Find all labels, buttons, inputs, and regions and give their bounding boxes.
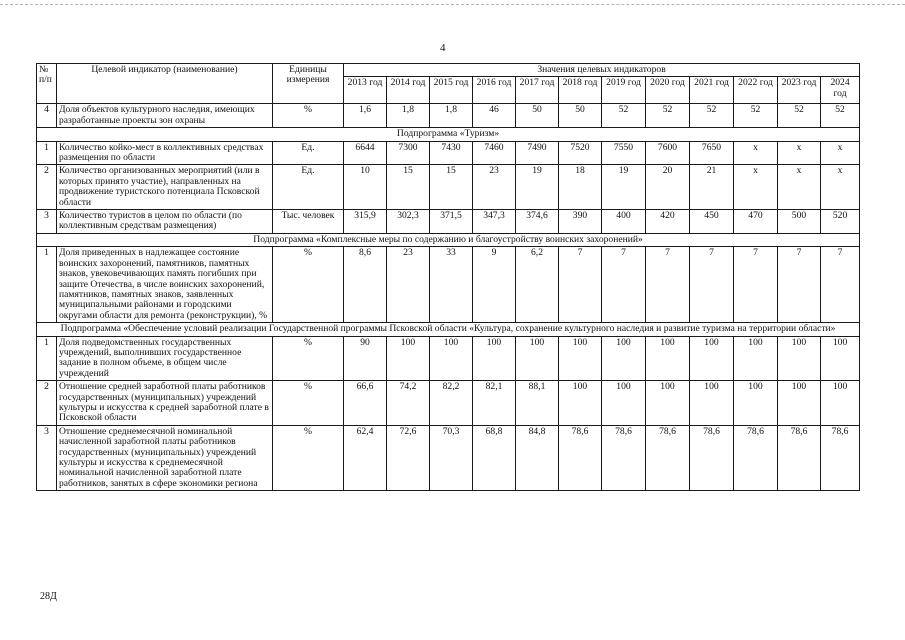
value-cell: 7	[821, 247, 860, 323]
indicators-table	[36, 63, 860, 491]
value-cell: 78,6	[821, 425, 860, 490]
header-year: 2021 год	[690, 77, 734, 104]
table-row	[37, 165, 860, 210]
value-cell: 82,1	[473, 381, 516, 426]
value-cell: 7600	[646, 141, 690, 165]
row-number: 3	[37, 425, 57, 490]
indicator-name: Количество организованных мероприятий (или в которых принято участие), направленных на продвижение туристского потенциала Псковской области	[57, 165, 273, 210]
unit-cell: %	[273, 104, 344, 128]
value-cell: 62,4	[344, 425, 387, 490]
value-cell: 52	[778, 104, 821, 128]
value-cell: 46	[473, 104, 516, 128]
value-cell: 7550	[602, 141, 646, 165]
value-cell: 88,1	[516, 381, 559, 426]
table-row	[37, 104, 860, 128]
value-cell: 1,6	[344, 104, 387, 128]
table-header	[37, 64, 860, 104]
value-cell: х	[821, 141, 860, 165]
unit-cell: Тыс. человек	[273, 210, 344, 234]
indicator-name: Отношение средней заработной платы работников государственных (муниципальных) учреждений культуры и искусства к средней заработной плате в Псковской области	[57, 381, 273, 426]
value-cell: 7	[734, 247, 778, 323]
header-year: 2014 год	[387, 77, 430, 104]
value-cell: 100	[778, 381, 821, 426]
table-row	[37, 381, 860, 426]
value-cell: 520	[821, 210, 860, 234]
value-cell: 100	[690, 381, 734, 426]
indicator-name: Доля объектов культурного наследия, имеющих разработанные проекты зон охраны	[57, 104, 273, 128]
scan-edge-line	[0, 4, 905, 5]
header-year: 2023 год	[778, 77, 821, 104]
value-cell: 7	[602, 247, 646, 323]
header-year: 2018 год	[559, 77, 602, 104]
value-cell: 82,2	[430, 381, 473, 426]
value-cell: 400	[602, 210, 646, 234]
value-cell: 315,9	[344, 210, 387, 234]
value-cell: 7300	[387, 141, 430, 165]
table-body	[37, 104, 860, 491]
value-cell: 100	[821, 336, 860, 381]
value-cell: 374,6	[516, 210, 559, 234]
value-cell: 78,6	[690, 425, 734, 490]
row-number: 1	[37, 247, 57, 323]
value-cell: х	[778, 165, 821, 210]
value-cell: 21	[690, 165, 734, 210]
row-number: 4	[37, 104, 57, 128]
value-cell: 18	[559, 165, 602, 210]
header-indicator: Целевой индикатор (наименование)	[57, 64, 273, 104]
indicator-name: Доля подведомственных государственных учреждений, выполнивших государственное задание в полном объеме, в общем числе учреждений	[57, 336, 273, 381]
value-cell: 100	[473, 336, 516, 381]
value-cell: 500	[778, 210, 821, 234]
indicator-name: Доля приведенных в надлежащее состояние воинских захоронений, памятников, памятных знаков, увековечивающих память погибших при защите Отечества, в числе воинских захоронений, памятников, памятных знаков, заявленных муниципальными районами и городскими округами области для ремонта (реконструкции), %	[57, 247, 273, 323]
section-title: Подпрограмма «Туризм»	[37, 128, 860, 141]
value-cell: 100	[430, 336, 473, 381]
value-cell: 7650	[690, 141, 734, 165]
value-cell: 10	[344, 165, 387, 210]
unit-cell: %	[273, 425, 344, 490]
footer-code: 28Д	[40, 591, 57, 602]
value-cell: 302,3	[387, 210, 430, 234]
value-cell: 52	[821, 104, 860, 128]
value-cell: 100	[821, 381, 860, 426]
table-row	[37, 425, 860, 490]
value-cell: 100	[602, 381, 646, 426]
indicator-name: Количество туристов в целом по области (по коллективным средствам размещения)	[57, 210, 273, 234]
value-cell: 72,6	[387, 425, 430, 490]
value-cell: 70,3	[430, 425, 473, 490]
value-cell: 78,6	[778, 425, 821, 490]
value-cell: 100	[778, 336, 821, 381]
value-cell: 50	[516, 104, 559, 128]
value-cell: 52	[646, 104, 690, 128]
value-cell: 52	[602, 104, 646, 128]
value-cell: 7	[559, 247, 602, 323]
unit-cell: %	[273, 381, 344, 426]
value-cell: 6644	[344, 141, 387, 165]
value-cell: 74,2	[387, 381, 430, 426]
value-cell: 52	[690, 104, 734, 128]
value-cell: 1,8	[387, 104, 430, 128]
header-year: 2016 год	[473, 77, 516, 104]
page-number: 4	[440, 42, 446, 54]
value-cell: 100	[559, 381, 602, 426]
value-cell: 7	[778, 247, 821, 323]
header-units: Единицы измерения	[273, 64, 344, 104]
value-cell: 33	[430, 247, 473, 323]
section-row	[37, 128, 860, 141]
table-row	[37, 210, 860, 234]
value-cell: 100	[646, 381, 690, 426]
value-cell: 7	[646, 247, 690, 323]
value-cell: 19	[602, 165, 646, 210]
value-cell: 78,6	[602, 425, 646, 490]
table-row	[37, 141, 860, 165]
header-year: 2022 год	[734, 77, 778, 104]
value-cell: 7430	[430, 141, 473, 165]
value-cell: 84,8	[516, 425, 559, 490]
value-cell: 78,6	[646, 425, 690, 490]
section-row	[37, 323, 860, 336]
unit-cell: %	[273, 247, 344, 323]
value-cell: 100	[559, 336, 602, 381]
value-cell: 100	[690, 336, 734, 381]
value-cell: 15	[430, 165, 473, 210]
row-number: 1	[37, 141, 57, 165]
value-cell: х	[734, 165, 778, 210]
value-cell: 66,6	[344, 381, 387, 426]
value-cell: 6,2	[516, 247, 559, 323]
header-values: Значения целевых индикаторов	[344, 64, 860, 77]
value-cell: х	[821, 165, 860, 210]
row-number: 3	[37, 210, 57, 234]
value-cell: 100	[516, 336, 559, 381]
value-cell: 7520	[559, 141, 602, 165]
value-cell: 470	[734, 210, 778, 234]
unit-cell: Ед.	[273, 141, 344, 165]
unit-cell: %	[273, 336, 344, 381]
header-year: 2019 год	[602, 77, 646, 104]
value-cell: 371,5	[430, 210, 473, 234]
table-row	[37, 247, 860, 323]
value-cell: 78,6	[734, 425, 778, 490]
value-cell: 23	[473, 165, 516, 210]
value-cell: 20	[646, 165, 690, 210]
value-cell: 420	[646, 210, 690, 234]
section-title: Подпрограмма «Обеспечение условий реализации Государственной программы Псковской области «Культура, сохранение культурного наследия и развитие туризма на территории области»	[37, 323, 860, 336]
value-cell: 23	[387, 247, 430, 323]
header-year: 2015 год	[430, 77, 473, 104]
value-cell: 1,8	[430, 104, 473, 128]
value-cell: х	[734, 141, 778, 165]
value-cell: 100	[646, 336, 690, 381]
value-cell: 52	[734, 104, 778, 128]
header-year: 2017 год	[516, 77, 559, 104]
section-row	[37, 233, 860, 246]
header-year: 2013 год	[344, 77, 387, 104]
row-number: 1	[37, 336, 57, 381]
value-cell: 390	[559, 210, 602, 234]
value-cell: 50	[559, 104, 602, 128]
value-cell: 9	[473, 247, 516, 323]
value-cell: 347,3	[473, 210, 516, 234]
value-cell: 7	[690, 247, 734, 323]
row-number: 2	[37, 381, 57, 426]
value-cell: 100	[734, 336, 778, 381]
value-cell: 100	[734, 381, 778, 426]
value-cell: 100	[602, 336, 646, 381]
value-cell: 15	[387, 165, 430, 210]
value-cell: х	[778, 141, 821, 165]
value-cell: 78,6	[559, 425, 602, 490]
value-cell: 90	[344, 336, 387, 381]
header-year: 2020 год	[646, 77, 690, 104]
value-cell: 68,8	[473, 425, 516, 490]
indicator-name: Количество койко-мест в коллективных средствах размещения по области	[57, 141, 273, 165]
value-cell: 7490	[516, 141, 559, 165]
row-number: 2	[37, 165, 57, 210]
section-title: Подпрограмма «Комплексные меры по содержанию и благоустройству воинских захоронений»	[37, 233, 860, 246]
table-row	[37, 336, 860, 381]
value-cell: 100	[387, 336, 430, 381]
value-cell: 450	[690, 210, 734, 234]
header-year: 2024 год	[821, 77, 860, 104]
value-cell: 7460	[473, 141, 516, 165]
header-num: № п/п	[37, 64, 57, 104]
indicator-name: Отношение среднемесячной номинальной начисленной заработной платы работников государственных (муниципальных) учреждений культуры и искусства к среднемесячной номинальной начисленной заработной плате работников, занятых в сфере экономики региона	[57, 425, 273, 490]
unit-cell: Ед.	[273, 165, 344, 210]
value-cell: 19	[516, 165, 559, 210]
value-cell: 8,6	[344, 247, 387, 323]
